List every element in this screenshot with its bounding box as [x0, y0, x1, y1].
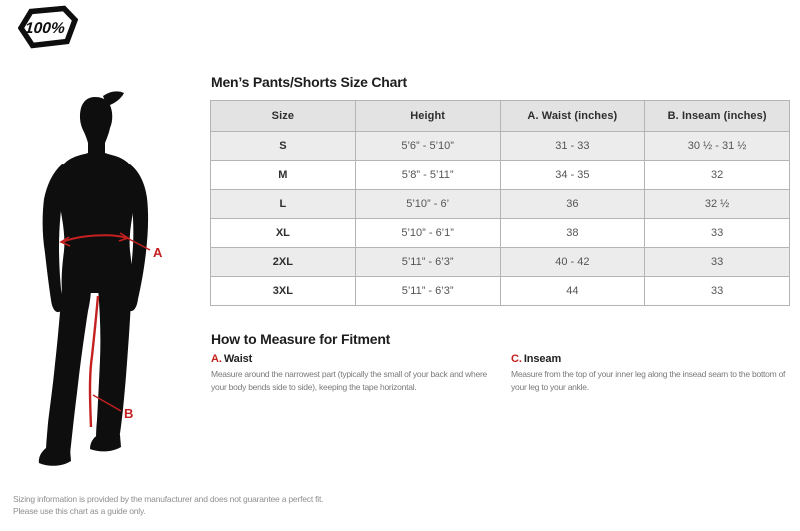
waist-guide-letter: A.: [211, 353, 222, 365]
inseam-value: 30 ½ - 31 ½: [645, 132, 790, 161]
height-value: 5’6” - 5’10”: [355, 132, 500, 161]
waist-value: 44: [500, 277, 645, 306]
disclaimer-line-1: Sizing information is provided by the manufacturer and does not guarantee a perfect fit.: [13, 494, 324, 504]
size-value: L: [211, 190, 356, 219]
measure-guide-title: How to Measure for Fitment: [211, 331, 391, 347]
waist-guide-heading: [211, 353, 503, 365]
logo-text: 100%: [24, 20, 66, 37]
inseam-guide-heading: [511, 353, 791, 365]
size-value: M: [211, 161, 356, 190]
table-row: [211, 132, 790, 161]
column-header-inseam: B. Inseam (inches): [645, 101, 790, 132]
size-chart-table-container: [210, 100, 790, 306]
table-row: [211, 190, 790, 219]
waist-value: 36: [500, 190, 645, 219]
column-header-height: Height: [355, 101, 500, 132]
inseam-guide-name: Inseam: [523, 353, 562, 365]
inseam-guide-letter: C.: [511, 353, 522, 365]
brand-logo-100percent: [18, 5, 78, 50]
measure-guide-inseam: [511, 353, 791, 393]
column-header-size: Size: [211, 101, 356, 132]
height-value: 5’10” - 6’: [355, 190, 500, 219]
table-header-row: [211, 101, 790, 132]
disclaimer-line-2: Please use this chart as a guide only.: [13, 505, 146, 516]
waist-value: 31 - 33: [500, 132, 645, 161]
height-value: 5’11” - 6’3”: [355, 277, 500, 306]
waist-guide-name: Waist: [223, 353, 253, 365]
waist-value: 40 - 42: [500, 248, 645, 277]
column-header-waist: A. Waist (inches): [500, 101, 645, 132]
height-value: 5’11” - 6’3”: [355, 248, 500, 277]
table-row: [211, 161, 790, 190]
inseam-value: 32: [645, 161, 790, 190]
waist-value: 34 - 35: [500, 161, 645, 190]
size-chart-title: Men’s Pants/Shorts Size Chart: [211, 74, 407, 90]
table-row: [211, 248, 790, 277]
body-silhouette-figure: [0, 60, 200, 480]
measure-guide-waist: [211, 353, 503, 393]
size-chart-table: [210, 100, 790, 306]
height-value: 5’10” - 6’1”: [355, 219, 500, 248]
measure-guide-columns: [211, 353, 791, 393]
height-value: 5’8” - 5’11”: [355, 161, 500, 190]
waist-guide-description: Measure around the narrowest part (typically the small of your back and where your body bends side to side), keeping the tape horizontal.: [211, 369, 488, 392]
inseam-label-b: B: [124, 406, 134, 421]
waist-value: 38: [500, 219, 645, 248]
inseam-value: 33: [645, 248, 790, 277]
table-row: [211, 219, 790, 248]
waist-label-a: A: [153, 245, 163, 260]
size-value: 3XL: [211, 277, 356, 306]
inseam-value: 33: [645, 219, 790, 248]
size-value: S: [211, 132, 356, 161]
inseam-value: 32 ½: [645, 190, 790, 219]
table-row: [211, 277, 790, 306]
inseam-value: 33: [645, 277, 790, 306]
size-value: XL: [211, 219, 356, 248]
inseam-guide-description: Measure from the top of your inner leg along the insead seam to the bottom of your leg to your ankle.: [511, 369, 786, 392]
sizing-disclaimer: [13, 494, 323, 517]
size-value: 2XL: [211, 248, 356, 277]
